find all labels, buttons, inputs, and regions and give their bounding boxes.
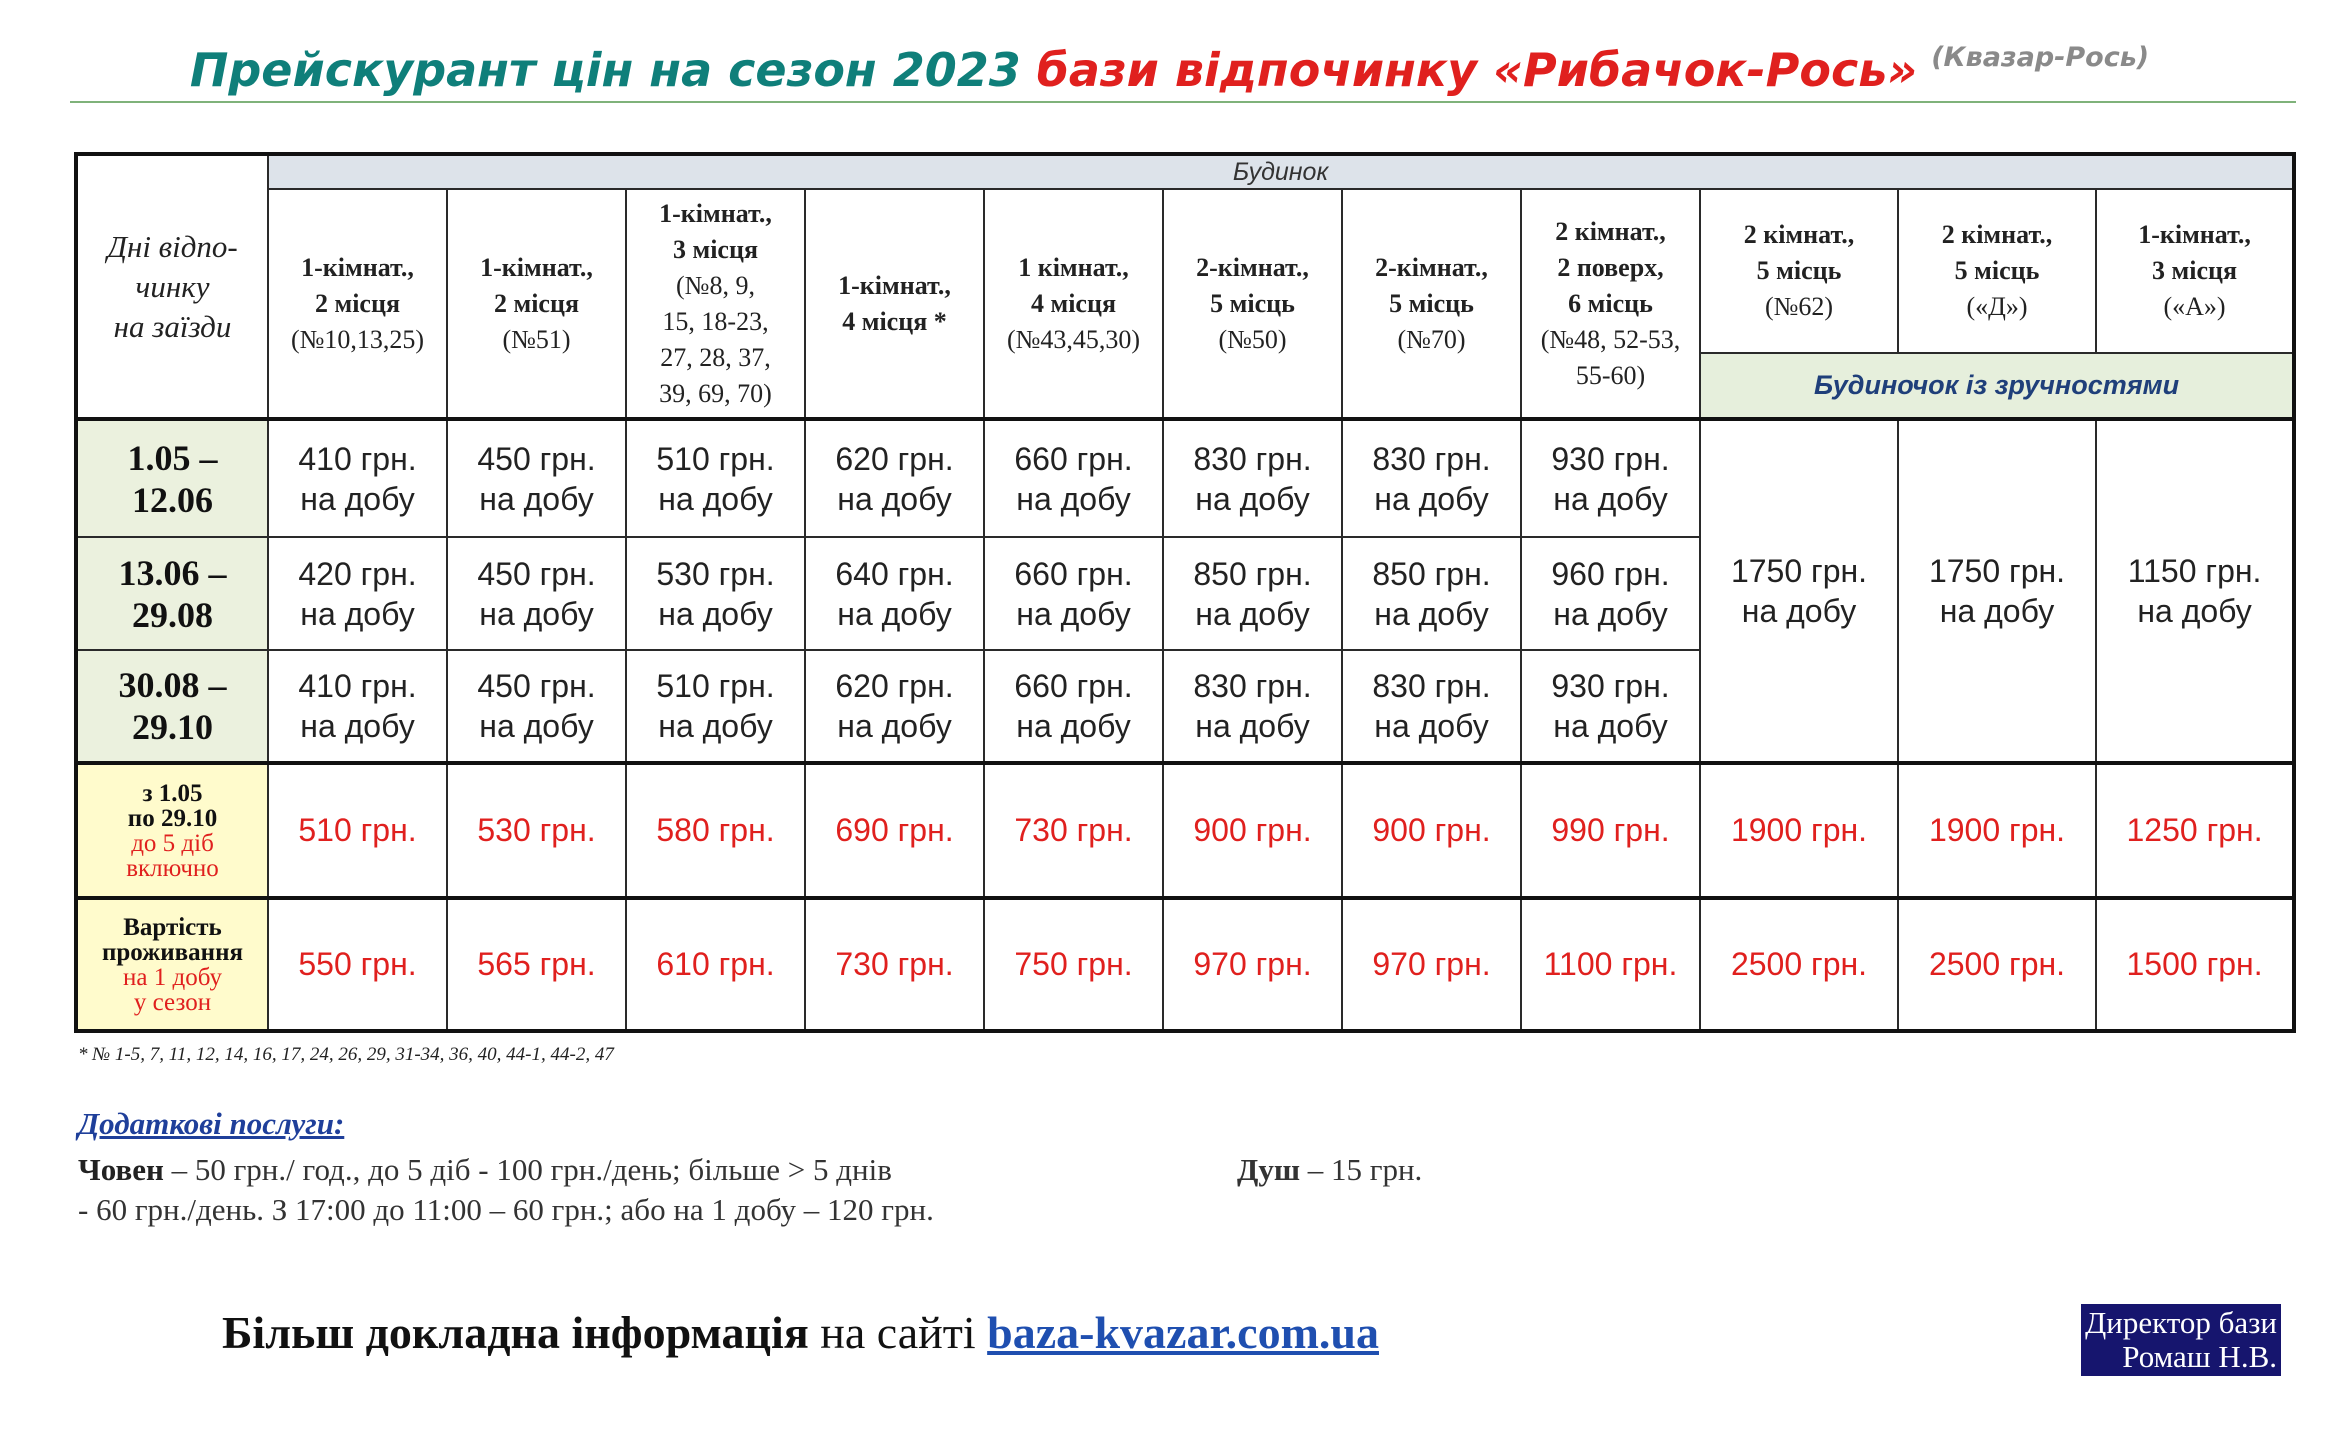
short-stay-price: 1250 грн.	[2096, 763, 2294, 898]
period-label-1: 1.05 – 12.06	[76, 419, 268, 537]
one-day-price: 970 грн.	[1163, 898, 1342, 1031]
director-signature	[2081, 1304, 2281, 1376]
short-stay-price: 530 грн.	[447, 763, 626, 898]
short-stay-price: 900 грн.	[1163, 763, 1342, 898]
price-cell: 960 грн. на добу	[1521, 537, 1700, 650]
price-cell: 850 грн. на добу	[1342, 537, 1521, 650]
price-cell: 660 грн. на добу	[984, 537, 1163, 650]
column-header-4: 1-кімнат., 4 місця *	[805, 189, 984, 419]
one-day-price: 1500 грн.	[2096, 898, 2294, 1031]
price-cell: 660 грн. на добу	[984, 419, 1163, 537]
amenity-price-cell: 1750 грн. на добу	[1700, 419, 1898, 763]
short-stay-price: 900 грн.	[1342, 763, 1521, 898]
page-title	[0, 26, 2339, 102]
price-cell: 620 грн. на добу	[805, 419, 984, 537]
price-cell: 930 грн. на добу	[1521, 650, 1700, 763]
period-label-2: 13.06 – 29.08	[76, 537, 268, 650]
column-header-11: 1-кімнат., 3 місця («А»)	[2096, 189, 2294, 353]
short-stay-price: 690 грн.	[805, 763, 984, 898]
period-label-3: 30.08 – 29.10	[76, 650, 268, 763]
column-header-2: 1-кімнат., 2 місця (№51)	[447, 189, 626, 419]
boat-text2: - 60 грн./день. З 17:00 до 11:00 – 60 грн.; або на 1 добу – 120 грн.	[78, 1192, 934, 1227]
one-day-label: Вартість проживання на 1 добу у сезон	[76, 898, 268, 1031]
price-cell: 420 грн. на добу	[268, 537, 447, 650]
info-line	[222, 1306, 1379, 1359]
price-cell: 450 грн. на добу	[447, 419, 626, 537]
price-cell: 830 грн. на добу	[1342, 419, 1521, 537]
info-bold: Більш докладна інформація	[222, 1307, 809, 1358]
info-text: на сайті	[820, 1307, 976, 1358]
one-day-price: 750 грн.	[984, 898, 1163, 1031]
one-day-price: 2500 грн.	[1898, 898, 2096, 1031]
corner-header: Дні відпо- чинку на заїзди	[76, 154, 268, 419]
one-day-price: 970 грн.	[1342, 898, 1521, 1031]
column-header-10: 2 кімнат., 5 місць («Д»)	[1898, 189, 2096, 353]
short-stay-price: 730 грн.	[984, 763, 1163, 898]
price-cell: 410 грн. на добу	[268, 419, 447, 537]
one-day-price: 1100 грн.	[1521, 898, 1700, 1031]
amenity-price-cell: 1150 грн. на добу	[2096, 419, 2294, 763]
title-part1: Прейскурант цін на сезон 2023	[189, 43, 1021, 97]
short-stay-price: 580 грн.	[626, 763, 805, 898]
footnote: * № 1-5, 7, 11, 12, 14, 16, 17, 24, 26, 29, 31-34, 36, 40, 44-1, 44-2, 47	[78, 1044, 614, 1065]
one-day-price: 730 грн.	[805, 898, 984, 1031]
column-header-9: 2 кімнат., 5 місць (№62)	[1700, 189, 1898, 353]
column-header-1: 1-кімнат., 2 місця (№10,13,25)	[268, 189, 447, 419]
column-header-3: 1-кімнат., 3 місця (№8, 9, 15, 18-23, 27, 28, 37, 39, 69, 70)	[626, 189, 805, 419]
price-cell: 510 грн. на добу	[626, 419, 805, 537]
price-cell: 830 грн. на добу	[1163, 419, 1342, 537]
one-day-price: 550 грн.	[268, 898, 447, 1031]
boat-label: Човен	[78, 1152, 164, 1187]
shower-label: Душ	[1237, 1152, 1300, 1187]
director-title: Директор бази	[2085, 1305, 2277, 1340]
column-header-7: 2-кімнат., 5 місць (№70)	[1342, 189, 1521, 419]
price-cell: 660 грн. на добу	[984, 650, 1163, 763]
price-cell: 450 грн. на добу	[447, 650, 626, 763]
title-part2: бази відпочинку «Рибачок-Рось»	[1036, 43, 1918, 97]
short-stay-label: з 1.05 по 29.10 до 5 діб включно	[76, 763, 268, 898]
amenities-header: Будиночок із зручностями	[1700, 353, 2294, 419]
title-subtitle: (Квазар-Рось)	[1931, 42, 2150, 73]
boat-text1: – 50 грн./ год., до 5 діб - 100 грн./день; більше > 5 днів	[171, 1152, 892, 1187]
short-stay-price: 1900 грн.	[1700, 763, 1898, 898]
price-cell: 830 грн. на добу	[1342, 650, 1521, 763]
column-header-5: 1 кімнат., 4 місця (№43,45,30)	[984, 189, 1163, 419]
shower-text: – 15 грн.	[1307, 1152, 1423, 1187]
price-cell: 930 грн. на добу	[1521, 419, 1700, 537]
one-day-price: 565 грн.	[447, 898, 626, 1031]
price-cell: 450 грн. на добу	[447, 537, 626, 650]
one-day-price: 2500 грн.	[1700, 898, 1898, 1031]
short-stay-price: 1900 грн.	[1898, 763, 2096, 898]
services-boat-line1	[78, 1152, 892, 1188]
price-cell: 640 грн. на добу	[805, 537, 984, 650]
amenity-price-cell: 1750 грн. на добу	[1898, 419, 2096, 763]
price-cell: 410 грн. на добу	[268, 650, 447, 763]
website-link[interactable]: baza-kvazar.com.ua	[987, 1307, 1379, 1358]
services-shower	[1237, 1152, 1422, 1188]
column-header-8: 2 кімнат., 2 поверх, 6 місць (№48, 52-53, 55-60)	[1521, 189, 1700, 419]
one-day-price: 610 грн.	[626, 898, 805, 1031]
price-cell: 530 грн. на добу	[626, 537, 805, 650]
services-title: Додаткові послуги:	[78, 1106, 345, 1141]
price-cell: 850 грн. на добу	[1163, 537, 1342, 650]
director-name: Ромаш Н.В.	[2122, 1339, 2277, 1374]
title-divider	[70, 101, 2296, 103]
short-stay-price: 990 грн.	[1521, 763, 1700, 898]
price-cell: 620 грн. на добу	[805, 650, 984, 763]
price-table	[74, 152, 2296, 1033]
price-cell: 830 грн. на добу	[1163, 650, 1342, 763]
column-header-6: 2-кімнат., 5 місць (№50)	[1163, 189, 1342, 419]
group-header-budynok: Будинок	[268, 154, 2294, 189]
price-cell: 510 грн. на добу	[626, 650, 805, 763]
short-stay-price: 510 грн.	[268, 763, 447, 898]
